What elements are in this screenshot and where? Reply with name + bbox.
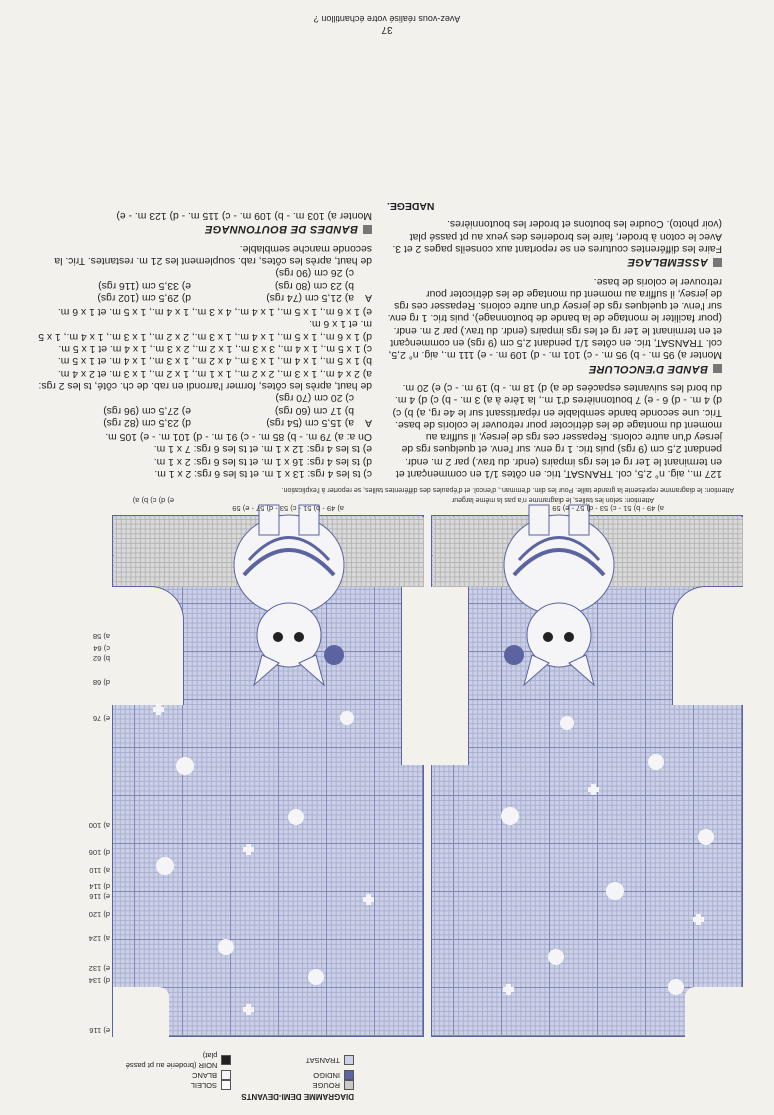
intro-line: On a: a) 79 m. - b) 85 m. - c) 91 m. - d) 101 m. - e) 105 m. [105, 431, 372, 443]
measure-key [358, 278, 372, 290]
bottom-corner-left [685, 987, 743, 1037]
legend-item [237, 1050, 354, 1070]
dot [698, 829, 714, 845]
assemblage-text: Faire les différentes coutures en se reportant aux conseils pages 2 et 3. Avec le coton à broder, faire les broderies des yeux au pt passé plat (voir photo). Coudre les boutons et broder les boutonnières. [392, 218, 722, 254]
size-letter: e) [167, 496, 174, 505]
signature: NADEGE. [387, 200, 435, 212]
star [503, 984, 514, 995]
diagram-note-2: Attention: selon les tailles, le diagramme n'a pas la même largeur [451, 496, 654, 503]
dot [308, 969, 324, 985]
measure-value: d) 29,5 cm (102 rgs) [97, 291, 191, 303]
star [363, 894, 374, 905]
row-label: d) 120 [88, 910, 110, 919]
boutonnage-start: Monter a) 103 m. - b) 109 m. - c) 115 m. - d) 123 m. - e) [116, 210, 372, 222]
star [153, 704, 164, 715]
heading-text: ASSEMBLAGE [627, 256, 708, 269]
row-label: d) 106 [88, 848, 110, 857]
size-letter: d) [158, 496, 166, 505]
neck-line: e) 1 x 6 m., 1 x 5 m., 1 x 4 m., 4 x 3 m., 1 x 4 m., 1 x 5 m. et 1 x 6 m. [57, 306, 372, 318]
legend-label: TRANSAT [305, 1056, 340, 1065]
armhole-cutout-left [431, 587, 469, 765]
star [243, 1004, 254, 1015]
measure-value: b) 17 cm (60 rgs) [274, 404, 354, 416]
measure-value: e) 33,5 cm (116 rgs) [98, 279, 191, 291]
measure-value: b) 23 cm (80 rgs) [274, 279, 354, 291]
measure-value: c) 26 cm (90 rgs) [275, 267, 354, 279]
diagram-title: DIAGRAMME DEMI-DEVANTS [241, 1092, 354, 1101]
measure-key [358, 266, 372, 278]
heading-encolure [387, 362, 722, 374]
row-label: d) 114 [89, 882, 110, 891]
measure-value: a) 21,5 cm (74 rgs) [266, 291, 354, 303]
measure-key: A [365, 291, 372, 303]
encolure-text: Monter a) 95 m. - b) 95 m. - c) 101 m. - d) 109 m. - e) 111 m., aig. n° 2,5, col. TRANSAT, tric. en côtes 1/1 pendant 2,5 cm (9 rgs) en commençant et en terminant le 1er rg et les rgs impairs (endr. du trav.) par 2 m. endr. (pour faciliter le montage de la bande de boutonnage), puis tric. 1 rg env. sur l'env. et quelques rgs de jersey d'un autre coloris. Repasser ces rgs de jersey, il suffira au moment du montage de les détricoter pour retrouver le coloris de base. [387, 275, 722, 361]
row-label: a) 110 [89, 866, 110, 875]
legend-label: NOIR (broderie au pt passé plat) [125, 1051, 218, 1070]
neck-line: c) 1 x 5 m., 1 x 4 m., 3 x 3 m., 1 x 2 m., 2 x 3 m., 1 x 4 m. et 1 x 5 m. [58, 343, 372, 355]
neck-cutout-left [672, 586, 743, 705]
row-label: e) 132 [88, 964, 110, 973]
sleeve-end-text: de haut, après les côtes, rab. souplement les 21 m. restantes. Tric. la seconde manche semblable. [54, 242, 372, 266]
legend-label: BLANC [191, 1071, 217, 1080]
dot [560, 716, 574, 730]
page-footer [0, 14, 774, 35]
measure-value: c) 20 cm (70 rgs) [275, 392, 354, 404]
legend-label: INDIGO [313, 1071, 340, 1080]
row-label: a) 100 [88, 821, 110, 830]
measures-block-a [32, 391, 372, 428]
measure-value: a) 15,5 cm (54 rgs) [266, 416, 354, 428]
diagram-legend [114, 1050, 354, 1090]
star [588, 784, 599, 795]
legend-item [237, 1070, 354, 1080]
dot [668, 979, 684, 995]
neck-cutout-right [112, 586, 184, 705]
row-label: b) 62 [92, 654, 110, 663]
legend-label: ROUGE [312, 1081, 340, 1090]
dot [501, 807, 519, 825]
dot [176, 757, 194, 775]
legend-item [114, 1080, 231, 1090]
dot [288, 809, 304, 825]
dot [548, 949, 564, 965]
measure-value: d) 23,5 cm (82 rgs) [103, 416, 191, 428]
legend-item [114, 1070, 231, 1080]
dot [648, 754, 664, 770]
row-label: d) 68 [92, 678, 110, 687]
intro-line: d) ts les 4 rgs: 16 x 1 m. et ts les 6 rgs: 2 x 1 m. [153, 455, 372, 467]
legend-label: SOLEIL [190, 1081, 217, 1090]
row-label: d) 134 [88, 976, 110, 985]
dot [340, 711, 354, 725]
dot [218, 939, 234, 955]
page-number: 37 [381, 24, 393, 35]
measure-key [358, 391, 372, 403]
heading-assemblage [387, 256, 722, 268]
measure-key: A [365, 416, 372, 428]
dot [606, 882, 624, 900]
bottom-corner-right [113, 987, 169, 1037]
row-label: e) 76 [92, 714, 110, 723]
sample-question: Avez-vous réalisé votre échantillon ? [313, 14, 461, 24]
intro-line: c) ts les 4 rgs: 13 x 1 m. et ts les 6 rgs: 2 x 1 m. [154, 468, 372, 479]
size-letters [133, 496, 174, 505]
measure-key [358, 403, 372, 415]
boutonnage-text: 127 m., aig. n° 2,5, col. TRANSAT, tric. en côtes 1/1 en commençant et en terminant le 1er rg et les rgs impairs (endr. du trav.) par 2 m. endr. pendant 2,5 cm (9 rgs) puis tric. 1 rg env. sur l'env. et quelques rgs de jersey d'un autre coloris. Repasser ces rgs de jersey, il suffira au moment du montage de les détricoter pour retrouver le coloris de base. Tric. une seconde bande semblable en répartissant sur le 4e rg, a) b) c) d) 4 m. - d) 6 - e) 7 boutonnières d'1 m., la 1ère à a) 3 m. - b) c) d) 4 m. du bord les suivantes espacées de a) d) 18 m. - b) 19 m. - c) e) 20 m. [392, 381, 722, 479]
size-letter: a) [132, 496, 140, 505]
neckline-intro: de haut, après les côtes, former l'arrondi en rab. de ch. côté, ts les 2 rgs: [38, 379, 372, 391]
row-label: a) 58 [92, 632, 110, 641]
measure-value [32, 391, 191, 403]
legend-item [237, 1080, 354, 1090]
row-label: c) 64 [93, 644, 110, 653]
measure-value: e) 27,5 cm (96 rgs) [103, 404, 191, 416]
diagram-note: Attention: le diagramme représente la grande taille. Pour les dim. d'emman., d'encol. et d'épaules des différentes tailles, se reporter à l'explication. [281, 486, 734, 493]
row-label: e) 116 [89, 1026, 110, 1035]
star [243, 844, 254, 855]
measure-value [32, 266, 191, 278]
measures-block-b [32, 266, 372, 303]
size-letter: c) [150, 496, 157, 505]
cat-motif-right [204, 495, 374, 695]
heading-text: BANDE D'ENCOLURE [588, 362, 708, 375]
heading-boutonnage [32, 223, 372, 235]
armhole-cutout-right [401, 587, 424, 765]
width-label-right: a) 49 - b) 51 - c) 53 - d) 57 - e) 59 [232, 504, 344, 513]
neck-line: b) 1 x 5 m., 1 x 4 m., 1 x 3 m., 4 x 2 m., 1 x 3 m., 1 x 4 m. et 1 x 5 m. [57, 355, 372, 367]
heading-text: BANDES DE BOUTONNAGE [204, 223, 358, 236]
star [693, 914, 704, 925]
instructions-left-column [387, 199, 722, 479]
legend-item [114, 1050, 231, 1070]
width-label-left: a) 49 - b) 51 - c) 53 - d) 57 - e) 59 [552, 504, 664, 513]
row-label: a) 124 [88, 934, 110, 943]
neck-line: d) 1 x 6 m., 1 x 5 m., 1 x 4 m., 1 x 3 m., 2 x 2 m., 1 x 3 m., 1 x 4 m., 1 x 5 m. et 1 x 6 m. [38, 318, 372, 342]
neck-line: a) 2 x 4 m., 1 x 3 m., 2 x 2 m., 1 x 1 m., 1 x 2 m., 1 x 3 m. et 2 x 4 m. [57, 367, 372, 379]
intro-line: e) ts les 4 rgs: 12 x 1 m. et ts les 6 rgs: 7 x 1 m. [153, 443, 372, 455]
cat-motif-left [474, 495, 644, 695]
dot [156, 857, 174, 875]
size-letter: b) [141, 496, 149, 505]
instructions-right-column [32, 209, 372, 479]
diagram-title-block [114, 1050, 354, 1101]
row-label: e) 116 [89, 892, 110, 901]
